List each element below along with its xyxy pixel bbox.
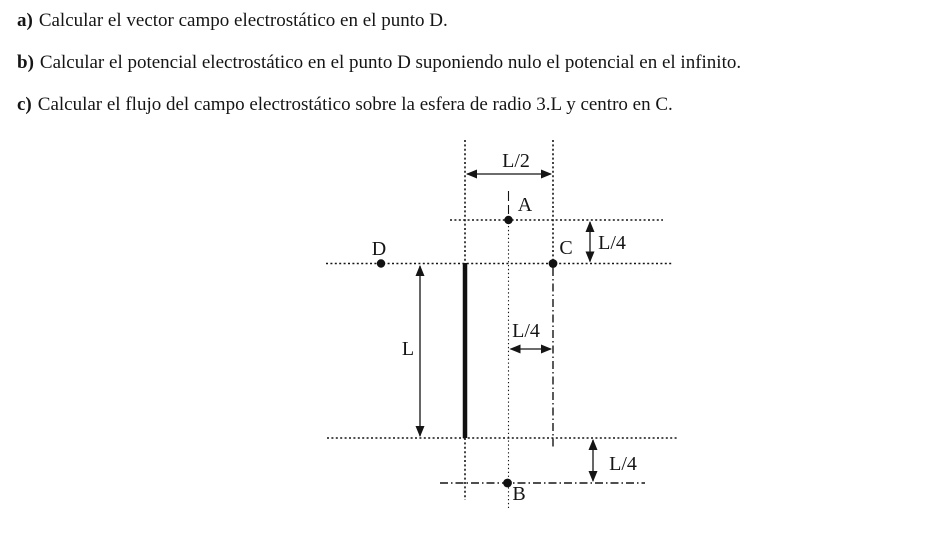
dim-label-L-half: L/2: [502, 150, 530, 172]
dim-label-L-quarter-top: L/4: [598, 232, 626, 254]
dim-label-L-full: L: [401, 338, 415, 360]
dim-label-L-quarter-bottom: L/4: [609, 453, 637, 475]
point-D-dot: [377, 259, 385, 267]
point-label-A: A: [517, 194, 533, 216]
point-A-dot: [504, 216, 512, 224]
figure-diagram: [326, 140, 678, 508]
question-label-b: b): [17, 52, 34, 73]
point-C-dot: [549, 259, 558, 268]
question-label-a: a): [17, 10, 33, 31]
point-label-B: B: [512, 483, 526, 505]
point-label-D: D: [371, 238, 387, 260]
point-label-C: C: [559, 237, 573, 259]
dim-label-L-quarter-mid: L/4: [512, 320, 540, 342]
question-label-c: c): [17, 94, 32, 115]
question-text-a: Calcular el vector campo electrostático en el punto D.: [38, 10, 448, 31]
point-B-dot: [503, 479, 512, 488]
question-text-c: Calcular el flujo del campo electrostático sobre la esfera de radio 3.L y centro en C.: [37, 94, 673, 115]
question-text-b: Calcular el potencial electrostático en el punto D suponiendo nulo el potencial en el infinito.: [39, 52, 742, 73]
